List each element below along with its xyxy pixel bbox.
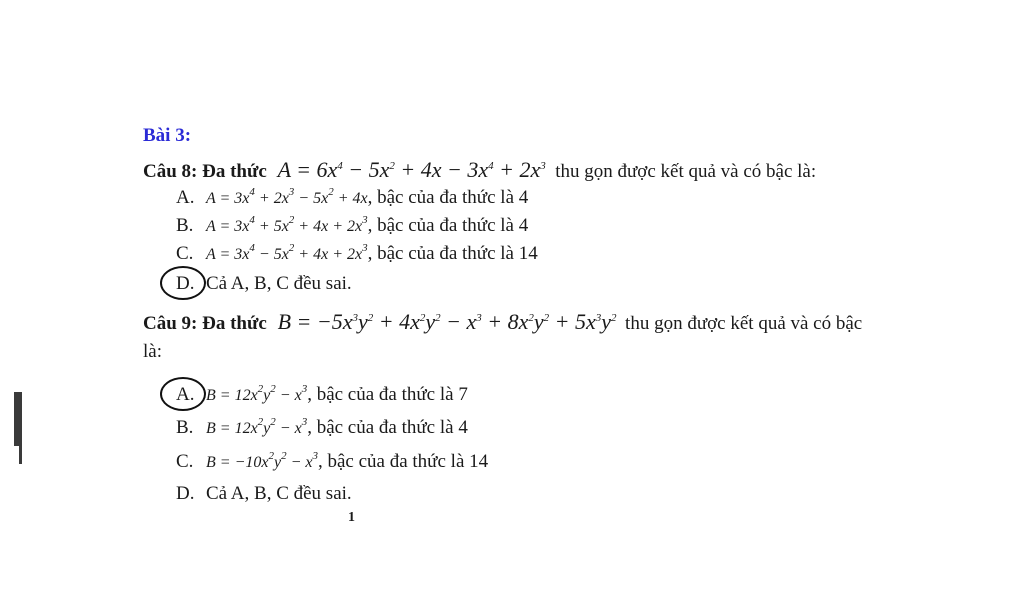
- question-8-label: Câu 8: Đa thức: [143, 161, 267, 182]
- question-8-option-c: [176, 242, 538, 267]
- question-8-option-b: [176, 214, 528, 239]
- option-text: , bậc của đa thức là 7: [307, 384, 468, 405]
- question-9-line: [143, 310, 862, 336]
- option-text: , bậc của đa thức là 4: [307, 417, 468, 438]
- answer-circle-q9-a: [160, 377, 206, 411]
- question-8-expression: $A = 6x^4 - 5x^2 + 4x - 3x^4 + 2x^3$: [277, 157, 546, 182]
- option-expression: $B = -10x^2y^2 - x^3$: [206, 450, 318, 471]
- option-letter: D.: [176, 483, 195, 504]
- left-margin-mark-tail: [19, 444, 22, 464]
- option-letter: C.: [176, 451, 194, 472]
- question-9-option-b: [176, 416, 468, 441]
- question-9-expression: $B = -5x^3y^2 + 4x^2y^2 - x^3 + 8x^2y^2 + 5x^3y^2$: [277, 309, 617, 334]
- question-8-option-a: [176, 186, 528, 211]
- option-letter: A.: [176, 384, 195, 405]
- question-8-tail: thu gọn được kết quả và có bậc là:: [555, 161, 817, 182]
- option-text: , bậc của đa thức là 14: [367, 243, 538, 264]
- section-title: Bài 3:: [143, 125, 192, 146]
- option-text: , bậc của đa thức là 4: [367, 187, 529, 208]
- option-text: Cả A, B, C đều sai.: [206, 483, 352, 504]
- option-expression: $A = 3x^4 - 5x^2 + 4x + 2x^3$: [206, 242, 368, 263]
- option-expression: $B = 12x^2y^2 - x^3$: [206, 383, 308, 404]
- page-number: 1: [348, 510, 355, 525]
- left-margin-mark: [14, 392, 22, 446]
- option-letter: A.: [176, 187, 195, 208]
- option-letter: C.: [176, 243, 194, 264]
- option-letter: B.: [176, 215, 194, 236]
- option-letter: B.: [176, 417, 194, 438]
- option-expression: $A = 3x^4 + 5x^2 + 4x + 2x^3$: [206, 214, 368, 235]
- option-letter: D.: [176, 273, 195, 294]
- option-text: , bậc của đa thức là 4: [367, 215, 529, 236]
- answer-circle-q8-d: [160, 266, 206, 300]
- option-text: Cả A, B, C đều sai.: [206, 273, 352, 294]
- option-expression: $A = 3x^4 + 2x^3 - 5x^2 + 4x$: [206, 186, 368, 207]
- question-9-option-a: [176, 383, 468, 408]
- question-9-option-d: [176, 482, 352, 506]
- question-9-tail-line2: là:: [143, 341, 162, 362]
- option-expression: $B = 12x^2y^2 - x^3$: [206, 416, 308, 437]
- question-9-tail: thu gọn được kết quả và có bậc: [625, 313, 863, 334]
- question-8-line: [143, 158, 816, 184]
- question-9-label: Câu 9: Đa thức: [143, 313, 267, 334]
- question-9-option-c: [176, 450, 488, 475]
- option-text: , bậc của đa thức là 14: [317, 451, 489, 472]
